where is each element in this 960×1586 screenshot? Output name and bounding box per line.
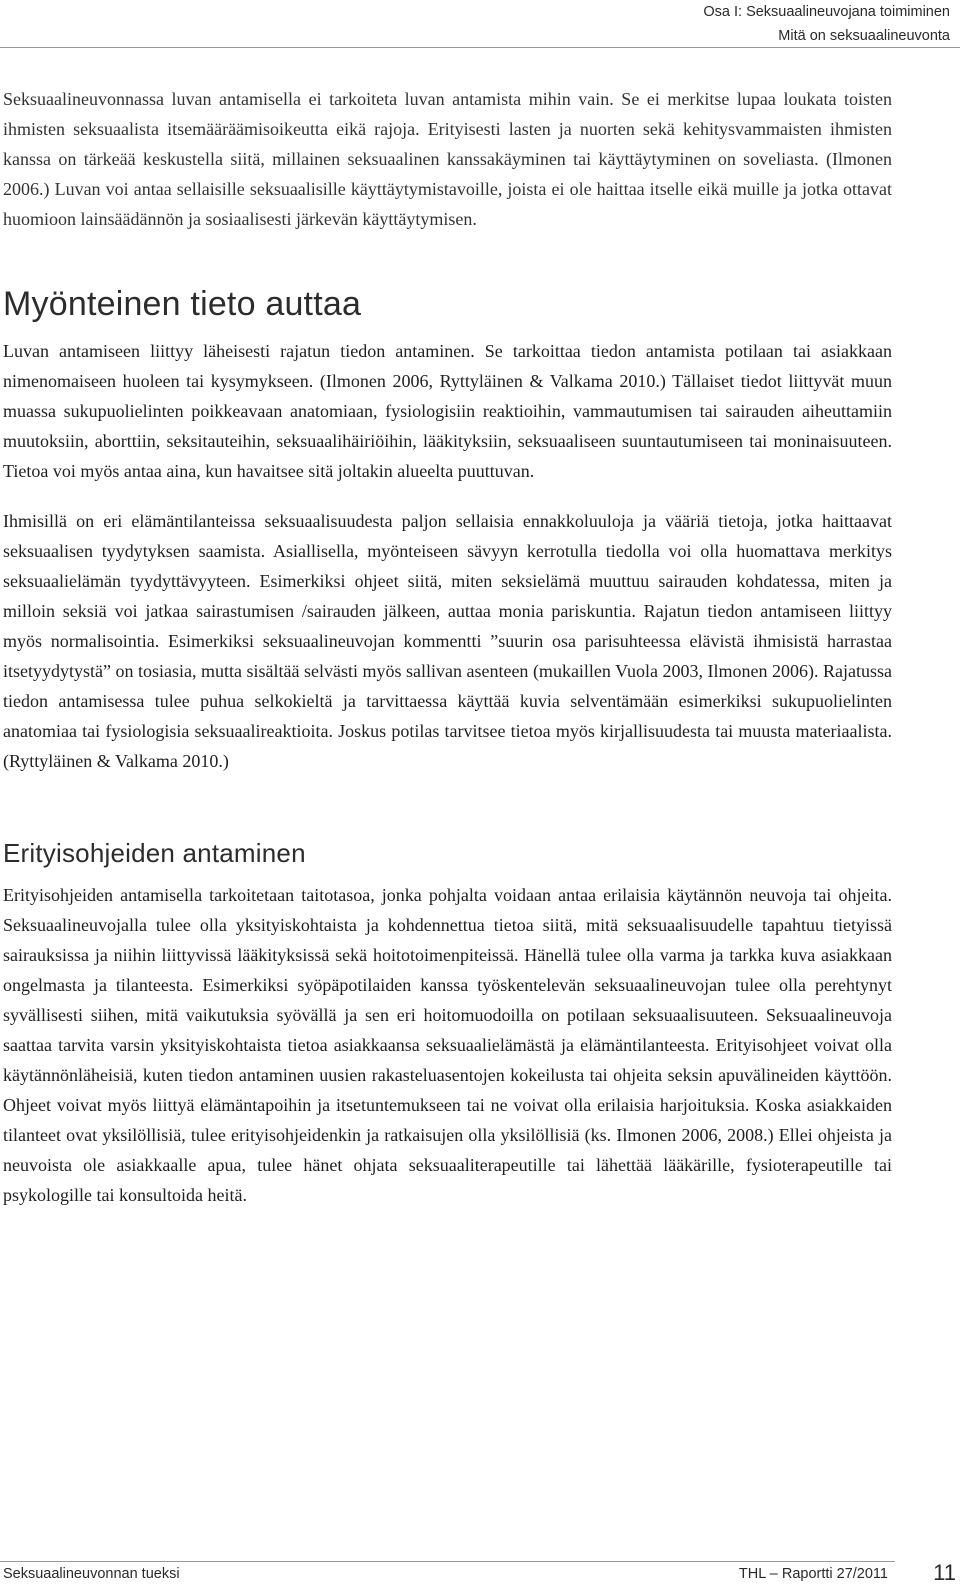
header-subsection-title: Mitä on seksuaalineuvonta <box>778 28 950 44</box>
header-divider <box>0 47 960 48</box>
running-header <box>703 0 950 48</box>
page-body <box>3 84 892 1210</box>
section-heading-erityisohjeiden-antaminen: Erityisohjeiden antaminen <box>3 838 306 868</box>
footer-report-id: THL – Raportti 27/2011 <box>738 1566 888 1582</box>
section-heading-myonteinen-tieto: Myönteinen tieto auttaa <box>3 285 362 323</box>
section-1-paragraph-1: Luvan antamiseen liittyy läheisesti rajatun tiedon antaminen. Se tarkoittaa tiedon antamista potilaan tai asiakkaan nimenomaiseen huoleen tai kysymykseen. (Ilmonen 2006, Ryttyläinen & Valkama 2010.) Tällaiset tiedot liittyvät muun muassa sukupuolielinten poikkeavaan anatomiaan, fysiologisiin reaktioihin, vammautumisen tai sairauden aiheuttamiin muutoksiin, aborttiin, seksitauteihin, seksuaalihäiriöihin, lääkityksiin, seksuaaliseen suuntautumiseen tai moninaisuuteen. Tietoa voi myös antaa aina, kun havaitsee sitä joltakin alueelta puuttuvan. <box>3 341 892 481</box>
footer-publication-title: Seksuaalineuvonnan tueksi <box>3 1566 180 1582</box>
page-number: 11 <box>933 1560 956 1585</box>
section-1-paragraph-2: Ihmisillä on eri elämäntilanteissa seksuaalisuudesta paljon sellaisia ennakkoluuloja ja vääriä tietoja, jotka haittaavat seksuaalisen tyydytyksen saamista. Asiallisella, myönteiseen sävyyn kerrotulla tiedolla voi olla huomattava merkitys seksuaalielämän tyydyttävyyteen. Esimerkiksi ohjeet siitä, miten seksielämä muuttuu sairauden kohdatessa, miten ja milloin seksiä voi jatkaa sairastumisen /sairauden jälkeen, auttaa monia pariskuntia. Rajatun tiedon antamiseen liittyy myös normalisointia. Esimerkiksi seksuaalineuvojan kommentti ”suurin osa parisuhteessa elävistä ihmisistä harrastaa itsetyydytystä” on tosiasia, mutta sisältää selvästi myös sallivan asenteen (mukaillen Vuola 2003, Ilmonen 2006). Rajatussa tiedon antamisessa tulee puhua selkokieltä ja tarvittaessa käyttää kuvia selventämään esimerkiksi sukupuolielinten anatomiaa tai fysiologisia seksuaalireaktioita. Joskus potilas tarvitsee tietoa myös kirjallisuudesta tai muusta materiaalista. (Ryttyläinen & Valkama 2010.) <box>3 511 892 771</box>
intro-paragraph: Seksuaalineuvonnassa luvan antamisella ei tarkoiteta luvan antamista mihin vain. Se ei merkitse lupaa loukata toisten ihmisten seksuaalista itsemääräämisoikeutta eikä rajoja. Erityisesti lasten ja nuorten sekä kehitysvammaisten ihmisten kanssa on tärkeää keskustella siitä, millainen seksuaalinen kanssakäyminen tai käyttäytyminen on soveliasta. (Ilmonen 2006.) Luvan voi antaa sellaisille seksuaalisille käyttäytymistavoille, joista ei ole haittaa itselle eikä muille ja jotka ottavat huomioon lainsäädännön ja sosiaalisesti järkevän käyttäytymisen. <box>3 89 892 229</box>
section-2-paragraph: Erityisohjeiden antamisella tarkoitetaan taitotasoa, jonka pohjalta voidaan antaa erilaisia käytännön neuvoja tai ohjeita. Seksuaalineuvojalla tulee olla yksityiskohtaista ja kohdennettua tietoa siitä, mitä seksuaalisuudelle tapahtuu tietyissä sairauksissa ja niihin liittyvissä lääkityksissä sekä hoitotoimenpiteissä. Hänellä tulee olla varma ja tarkka kuva asiakkaan ongelmasta ja tilanteesta. Esimerkiksi syöpäpotilaiden kanssa työskentelevän seksuaalineuvojan tulee olla perehtynyt syvällisesti siihen, mitä vaikutuksia syövällä ja sen eri hoitomuodoilla on potilaan seksuaalisuuteen. Seksuaalineuvoja saattaa tarvita varsin yksityiskohtaista tietoa asiakkaansa seksuaalielämästä ja elämäntilanteesta. Erityisohjeet voivat olla käytännönläheisiä, kuten tiedon antaminen uusien rakasteluasentojen kokeilusta tai ohjeita seksin apuvälineiden käyttöön. Ohjeet voivat myös liittyä elämäntapoihin ja itsetuntemukseen tai ne voivat olla erilaisia harjoituksia. Koska asiakkaiden tilanteet ovat yksilöllisiä, tulee erityisohjeidenkin ja ratkaisujen olla yksilöllisiä (ks. Ilmonen 2006, 2008.) Ellei ohjeista ja neuvoista ole asiakkaalle apua, tulee hänet ohjata seksuaaliterapeutille tai lähettää lääkärille, fysioterapeutille tai psykologille tai konsultoida heitä. <box>3 885 892 1205</box>
header-section-title: Osa I: Seksuaalineuvojana toimiminen <box>703 4 950 20</box>
footer-divider <box>0 1561 895 1562</box>
